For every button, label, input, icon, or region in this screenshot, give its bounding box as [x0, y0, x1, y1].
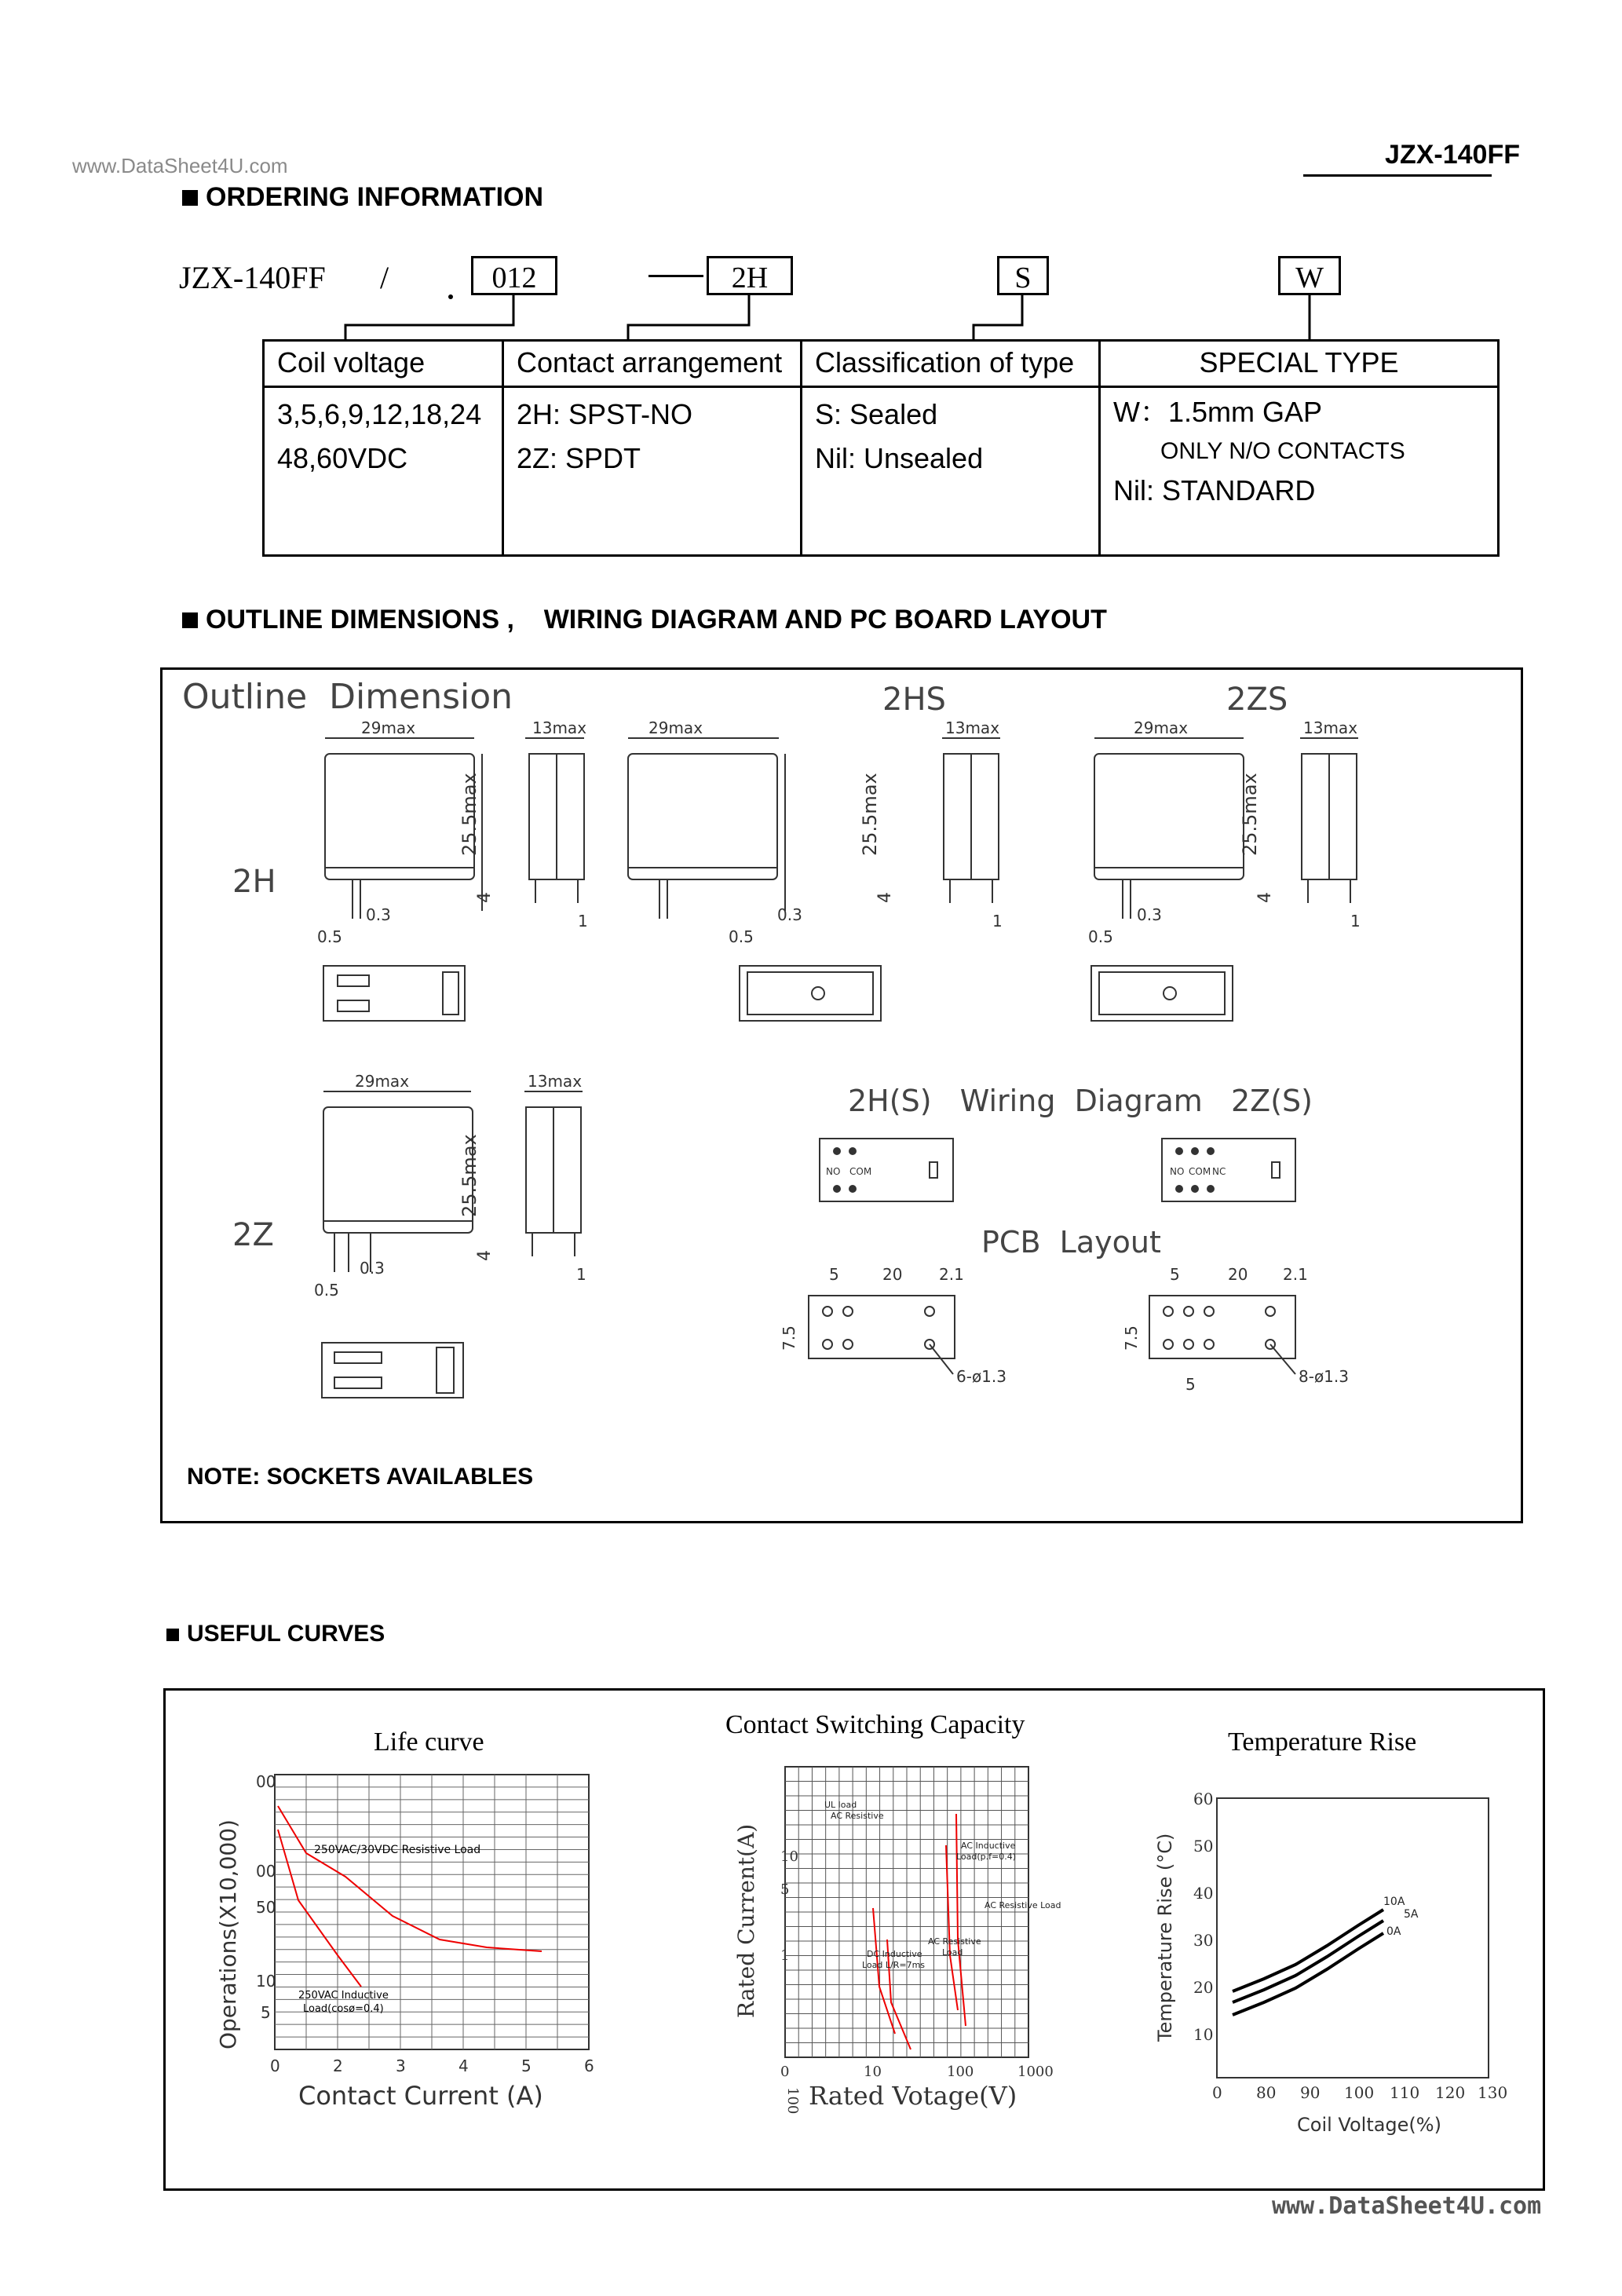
relay-2zs-bottom: [1091, 966, 1233, 1021]
dim-1-c: 1: [1350, 912, 1361, 930]
dim-13-b: 13max: [945, 718, 1000, 737]
temp-xtick-0: 0: [1212, 2083, 1222, 2102]
sw-ytick-1: 10: [780, 1848, 798, 1865]
switching-title: Contact Switching Capacity: [725, 1710, 1025, 1739]
header-contact-arrangement: Contact arrangement: [503, 341, 802, 387]
wiring-title: 2H(S) Wiring Diagram 2Z(S): [848, 1084, 1313, 1118]
curves-heading: [166, 1621, 385, 1647]
part-number: JZX-140FF: [1385, 140, 1520, 170]
outline-title: Outline Dimension: [182, 677, 513, 717]
pcb-5-bottom: 5: [1185, 1375, 1196, 1394]
life-xtick-1: 2: [333, 2057, 343, 2075]
temp-series-10a: 10A: [1383, 1896, 1405, 1908]
relay-2h-bottom: [323, 966, 465, 1021]
pcb-75-left: 7.5: [780, 1325, 798, 1351]
sw-ann-acind2: Load(p.f=0.4): [956, 1852, 1017, 1862]
life-ann-3: Load(cosø=0.4): [303, 2003, 384, 2015]
dim-255-c: 25.5max: [1239, 773, 1261, 856]
watermark-top: www.DataSheet4U.com: [72, 154, 288, 177]
pcb-21-right: 2.1: [1283, 1265, 1308, 1284]
dim-29-d: 29max: [355, 1072, 410, 1091]
outline-heading: [182, 605, 1107, 635]
classification-line-1: S: Sealed: [815, 398, 938, 430]
pin-nc-2z: NC: [1212, 1166, 1226, 1177]
temp-xtick-6: 130: [1478, 2083, 1508, 2102]
relay-2zs-front: [1088, 718, 1275, 946]
pin-no-2h: NO: [826, 1166, 841, 1177]
pcb-holes-right: 8-ø1.3: [1299, 1367, 1349, 1386]
relay-2hs-bottom: [740, 966, 881, 1021]
code-box-special: W: [1278, 256, 1341, 295]
temp-xtick-2: 90: [1300, 2083, 1321, 2102]
special-line-1: W：1.5mm GAP: [1113, 396, 1323, 428]
life-xtick-5: 6: [584, 2057, 594, 2075]
temperature-chart: [1131, 1759, 1523, 2152]
pin-com-2h: COM: [849, 1166, 872, 1177]
sw-ann-acres: AC Resistive: [831, 1811, 884, 1821]
sw-ylabel: Rated Current(A): [733, 1823, 759, 2018]
sw-ytick-3: 1: [780, 1947, 790, 1964]
temp-xtick-3: 100: [1344, 2083, 1375, 2102]
cell-contact-arrangement: [503, 387, 802, 556]
dim-4-b: 4: [875, 892, 895, 903]
temp-ytick-4: 20: [1193, 1978, 1214, 1997]
dim-29-a: 29max: [361, 718, 416, 737]
temp-xtick-4: 110: [1390, 2083, 1420, 2102]
cell-special-type: [1100, 387, 1499, 556]
wiring-2z: [1162, 1139, 1295, 1201]
cell-classification: [802, 387, 1100, 556]
temp-series-0a: 0A: [1386, 1925, 1401, 1938]
life-title: Life curve: [374, 1727, 484, 1757]
life-xtick-0: 0: [270, 2057, 280, 2075]
dim-29-b: 29max: [648, 718, 703, 737]
temp-ytick-1: 50: [1193, 1837, 1214, 1855]
relay-2hs-side: [942, 718, 1003, 930]
temp-xtick-5: 120: [1435, 2083, 1466, 2102]
dim-255-b: 25.5max: [859, 773, 881, 856]
dim-13-a: 13max: [532, 718, 587, 737]
dim-03-c: 0.3: [1137, 905, 1162, 924]
contact-line-2: 2Z: SPDT: [517, 442, 641, 474]
dim-4-d: 4: [475, 1250, 495, 1261]
life-xtick-4: 5: [521, 2057, 532, 2075]
dim-05-a: 0.5: [317, 927, 342, 946]
pcb-20-right: 20: [1228, 1265, 1248, 1284]
header-coil-voltage: Coil voltage: [264, 341, 503, 387]
temp-xtick-1: 80: [1256, 2083, 1277, 2102]
sw-ann-acres3: AC Resistive: [928, 1936, 981, 1947]
relay-2z-side: [524, 1072, 586, 1284]
temp-ytick-2: 40: [1193, 1884, 1214, 1903]
relay-2h-front: [317, 718, 495, 946]
label-2z: 2Z: [232, 1217, 274, 1253]
pcb-title: PCB Layout: [981, 1225, 1161, 1260]
temp-series-5a: 5A: [1404, 1908, 1419, 1921]
life-ytick-3: 10: [256, 1972, 276, 1991]
relay-2zs-side: [1300, 718, 1361, 930]
pcb-5-left: 5: [829, 1265, 839, 1284]
special-line-2: ONLY N/O CONTACTS: [1160, 438, 1405, 464]
dim-03-d: 0.3: [360, 1259, 385, 1278]
dim-05-d: 0.5: [314, 1281, 339, 1300]
square-bullet-icon: [166, 1629, 179, 1641]
contact-line-1: 2H: SPST-NO: [517, 398, 693, 430]
dim-255-d: 25.5max: [458, 1134, 480, 1217]
life-xtick-3: 4: [458, 2057, 469, 2075]
label-2zs: 2ZS: [1226, 682, 1288, 718]
pcb-holes-left: 6-ø1.3: [956, 1367, 1006, 1386]
dim-13-c: 13max: [1303, 718, 1358, 737]
code-box-voltage: 012: [471, 256, 557, 295]
special-line-3: Nil: STANDARD: [1113, 474, 1316, 506]
pcb-2z: [1122, 1265, 1349, 1394]
dim-1-a: 1: [578, 912, 588, 930]
life-xlabel: Contact Current (A): [298, 2081, 543, 2111]
ordering-leader-lines: [0, 0, 1622, 345]
code-slash: /: [380, 260, 389, 295]
square-bullet-icon: [182, 612, 198, 628]
sw-ann-ul: UL load: [824, 1800, 857, 1810]
temperature-title: Temperature Rise: [1228, 1727, 1417, 1757]
sw-ann-dc: DC Inductive: [867, 1949, 922, 1959]
temp-ytick-3: 30: [1193, 1931, 1214, 1950]
header-classification: Classification of type: [802, 341, 1100, 387]
temp-xlabel: Coil Voltage(%): [1297, 2114, 1441, 2136]
sw-ann-load: Load: [942, 1947, 963, 1958]
pin-no-2z: NO: [1170, 1166, 1185, 1177]
ordering-heading-text: ORDERING INFORMATION: [206, 182, 544, 212]
wiring-2h: [820, 1139, 953, 1201]
pcb-21-left: 2.1: [939, 1265, 964, 1284]
sw-xlabel: Rated Votage(V): [809, 2081, 1017, 2111]
sockets-note: NOTE: SOCKETS AVAILABLES: [187, 1464, 534, 1490]
dim-1-d: 1: [576, 1265, 586, 1284]
life-ytick-0: 00: [256, 1772, 276, 1791]
life-xtick-2: 3: [396, 2057, 406, 2075]
life-chart: [204, 1759, 612, 2152]
ordering-table: [262, 339, 1500, 557]
life-ytick-4: 5: [261, 2003, 271, 2022]
outline-heading-text: OUTLINE DIMENSIONS , WIRING DIAGRAM AND PC BOARD LAYOUT: [206, 605, 1107, 634]
curves-heading-text: USEFUL CURVES: [187, 1621, 385, 1647]
sw-ann-dc2: Load L/R=7ms: [862, 1960, 926, 1970]
temp-ytick-0: 60: [1193, 1790, 1214, 1808]
sw-xtick-3: 1000: [1017, 2064, 1054, 2080]
classification-line-2: Nil: Unsealed: [815, 442, 984, 474]
code-box-type: S: [997, 256, 1049, 295]
sw-ytick-0: 100: [784, 2087, 801, 2115]
sw-xtick-0: 0: [780, 2064, 790, 2080]
dim-13-d: 13max: [528, 1072, 583, 1091]
dim-03-a: 0.3: [366, 905, 391, 924]
relay-2z-bottom: [322, 1343, 463, 1398]
relay-2h-side: [525, 718, 588, 930]
temp-ytick-5: 10: [1193, 2025, 1214, 2044]
code-box-contact: 2H: [707, 256, 793, 295]
switching-chart: [722, 1751, 1083, 2159]
dim-4-a: 4: [475, 892, 495, 903]
life-ann-1: 250VAC/30VDC Resistive Load: [314, 1844, 481, 1856]
sw-ann-acind: AC Inductive: [961, 1841, 1016, 1851]
life-ytick-1: 00: [256, 1862, 276, 1881]
pin-com-2z: COM: [1189, 1166, 1211, 1177]
dim-05-b: 0.5: [729, 927, 754, 946]
pcb-20-left: 20: [882, 1265, 903, 1284]
dim-255-a: 25.5max: [458, 773, 480, 856]
label-2hs: 2HS: [882, 682, 946, 718]
relay-2z-front: [314, 1072, 495, 1300]
pcb-75-right: 7.5: [1122, 1325, 1141, 1351]
header-special-type: SPECIAL TYPE: [1100, 341, 1499, 387]
sw-ytick-2: 5: [780, 1881, 790, 1898]
dim-4-c: 4: [1255, 892, 1275, 903]
coil-voltage-line-2: 48,60VDC: [277, 442, 408, 474]
sw-xtick-2: 100: [947, 2064, 974, 2080]
sw-xtick-1: 10: [864, 2064, 882, 2080]
outline-drawings: [160, 667, 1523, 1523]
life-ytick-2: 50: [256, 1898, 276, 1917]
pcb-2h: [780, 1265, 1006, 1386]
sw-ann-acres2: AC Resistive Load: [985, 1900, 1061, 1910]
temp-ylabel: Temperature Rise (°C): [1154, 1833, 1176, 2042]
life-ann-2: 250VAC Inductive: [298, 1990, 389, 2002]
coil-voltage-line-1: 3,5,6,9,12,18,24: [277, 398, 482, 430]
dim-05-c: 0.5: [1088, 927, 1113, 946]
dim-29-c: 29max: [1134, 718, 1189, 737]
dim-1-b: 1: [992, 912, 1003, 930]
pcb-5-right: 5: [1170, 1265, 1180, 1284]
label-2h: 2H: [232, 864, 276, 900]
dim-03-b: 0.3: [777, 905, 802, 924]
cell-coil-voltage: [264, 387, 503, 556]
watermark-bottom: www.DataSheet4U.com: [1272, 2192, 1542, 2220]
code-prefix: JZX-140FF: [179, 260, 326, 295]
life-ylabel: Operations(X10,000): [215, 1819, 241, 2049]
